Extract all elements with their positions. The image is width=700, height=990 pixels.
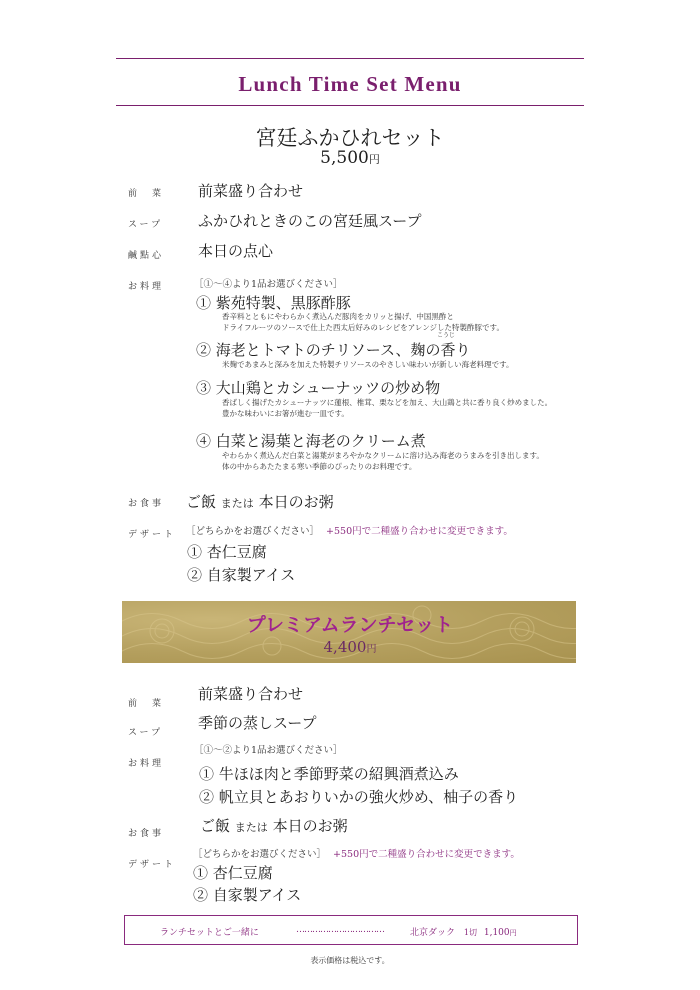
set2-dessert-option: ② 自家製アイス xyxy=(193,886,302,904)
set2-soup-category: スープ xyxy=(128,728,164,738)
set2-name: プレミアムランチセット xyxy=(246,614,454,636)
set1-meal-category: お食事 xyxy=(128,499,165,509)
set2-meal-item: ご飯 または 本日のお粥 xyxy=(200,817,348,835)
set1-dessert-category: デザート xyxy=(128,530,177,540)
set1-soup-item: ふかひれときのこの宮廷風スープ xyxy=(198,212,422,230)
set1-dessert-option: ① 杏仁豆腐 xyxy=(187,543,267,561)
addon-item: 北京ダック 1切 1,100円 xyxy=(410,928,517,938)
menu-title: Lunch Time Set Menu xyxy=(238,72,462,96)
set1-appetizer-category: 前 菜 xyxy=(128,189,165,199)
set2-meal-category: お食事 xyxy=(128,829,165,839)
set1-main-option-desc: 香辛料とともにやわらかく煮込んだ豚肉をカリッと揚げ、中国黒酢と xyxy=(222,312,454,321)
set2-main-option: ① 牛ほほ肉と季節野菜の紹興酒煮込み xyxy=(199,765,459,783)
title-rule xyxy=(116,105,584,106)
tax-note: 表示価格は税込です。 xyxy=(310,956,390,965)
set1-dessert-option: ② 自家製アイス xyxy=(187,566,296,584)
top-rule xyxy=(116,58,584,59)
set2-appetizer-item: 前菜盛り合わせ xyxy=(198,685,304,703)
set1-dimsum-item: 本日の点心 xyxy=(198,242,274,260)
set1-dessert-note: ［どちらかをお選びください］ +550円で二種盛り合わせに変更できます。 xyxy=(186,526,513,537)
set1-meal-item: ご飯 または 本日のお粥 xyxy=(186,493,334,511)
set1-main-option: ② 海老とトマトのチリソース、麹の香り xyxy=(196,341,471,359)
set2-dessert-category: デザート xyxy=(128,860,177,870)
set1-main-option-desc: 豊かな味わいにお箸が進む一皿です。 xyxy=(222,409,349,418)
ruby-kouji: こうじ xyxy=(437,332,456,339)
set1-main-category: お料理 xyxy=(128,282,165,292)
set2-main-note: ［①〜②より1品お選びください］ xyxy=(194,745,343,756)
set1-dimsum-category: 鹹點心 xyxy=(128,251,165,261)
addon-label: ランチセットとご一緒に xyxy=(160,928,259,938)
set1-main-option-desc: やわらかく煮込んだ白菜と湯葉がまろやかなクリームに溶け込み海老のうまみを引き出します。 xyxy=(222,451,544,460)
set1-main-option: ③ 大山鶏とカシューナッツの炒め物 xyxy=(196,379,441,397)
set2-main-option: ② 帆立貝とあおりいかの強火炒め、柚子の香り xyxy=(199,788,519,806)
set2-dessert-note: ［どちらかをお選びください］ +550円で二種盛り合わせに変更できます。 xyxy=(193,849,520,860)
set2-main-category: お料理 xyxy=(128,759,165,769)
set1-main-option-desc: ドライフルーツのソースで仕上た西太后好みのレシピをアレンジした特製酢豚です。 xyxy=(222,323,504,332)
set1-main-option-desc: 体の中からあたたまる寒い季節のぴったりのお料理です。 xyxy=(222,462,417,471)
addon-leader-dots: …………………………… xyxy=(296,925,384,935)
set1-main-option-desc: 香ばしく揚げたカシューナッツに蓮根、椎茸、栗などを加え、大山鶏と共に香り良く炒めました。 xyxy=(222,398,553,407)
set2-dessert-option: ① 杏仁豆腐 xyxy=(193,864,273,882)
set1-appetizer-item: 前菜盛り合わせ xyxy=(198,182,304,200)
set1-main-option: ① 紫苑特製、黒豚酢豚 xyxy=(196,294,351,312)
set1-main-option-desc: 米麹であまみと深みを加えた特製チリソースのやさしい味わいが新しい海老料理です。 xyxy=(222,360,514,369)
set1-main-option: ④ 白菜と湯葉と海老のクリーム煮 xyxy=(196,432,426,450)
set1-soup-category: スープ xyxy=(128,220,164,230)
set1-price: 5,500円 xyxy=(320,148,380,168)
set1-main-note: ［①〜④より1品お選びください］ xyxy=(194,279,343,290)
set1-name: 宮廷ふかひれセット xyxy=(255,126,445,150)
set2-soup-item: 季節の蒸しスープ xyxy=(198,714,317,732)
set2-price: 4,400円 xyxy=(323,638,377,656)
set2-appetizer-category: 前 菜 xyxy=(128,699,165,709)
